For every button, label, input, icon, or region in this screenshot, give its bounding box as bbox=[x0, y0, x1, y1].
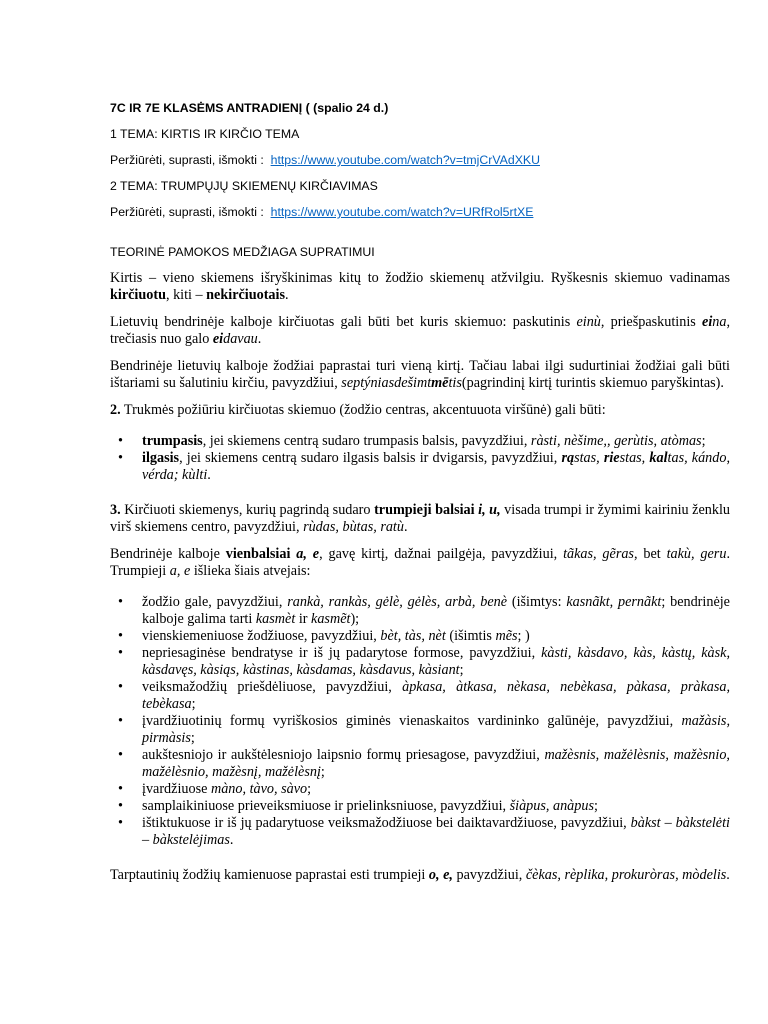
topic-1-watch-line bbox=[110, 152, 730, 168]
paragraph-single-vowels: Bendrinėje kalboje vienbalsiai a, e, gavę kirtį, dažnai pailgėja, pavyzdžiui, tãkas, gẽras, bet takù, geru. Trumpieji a, e išlieka šiais atvejais: bbox=[110, 546, 730, 579]
topic-2-watch-line bbox=[110, 204, 730, 220]
exceptions-list bbox=[110, 594, 730, 849]
list-item: • nepriesaginėse bendratyse ir iš jų padarytose formose, pavyzdžiui, kàsti, kàsdavo, kàs, kàstų, kàsk, kàsdavęs, kàsiąs, kàstinas, kàsdamas, kàsdavus, kàsiant; bbox=[118, 645, 730, 678]
topic-2-title: 2 TEMA: TRUMPŲJŲ SKIEMENŲ KIRČIAVIMAS bbox=[110, 179, 378, 193]
theory-title: TEORINĖ PAMOKOS MEDŽIAGA SUPRATIMUI bbox=[110, 245, 375, 259]
list-item: • veiksmažodžių priešdėliuose, pavyzdžiui, àpkasa, àtkasa, nèkasa, nebèkasa, pàkasa, pràkasa, tebèkasa; bbox=[118, 679, 731, 712]
list-item: • įvardžiuose màno, tàvo, sàvo; bbox=[118, 781, 312, 797]
paragraph-short-vowels: 3. Kirčiuoti skiemenys, kurių pagrindą sudaro trumpieji balsiai i, u, visada trumpi ir žymimi kairiniu ženklu virš skiemens centro, pavyzdžiui, rùdas, bùtas, ratù. bbox=[110, 502, 730, 535]
list-item: • įvardžiuotinių formų vyriškosios giminės vienaskaitos vardininko galūnėje, pavyzdžiui, mažàsis, pirmàsis; bbox=[118, 713, 730, 746]
list-item: • samplaikiniuose prieveiksmiuose ir prielinksniuose, pavyzdžiui, šiàpus, anàpus; bbox=[118, 798, 598, 814]
list-item: • vienskiemeniuose žodžiuose, pavyzdžiui, bèt, tàs, nèt (išimtis mẽs; ) bbox=[118, 628, 530, 644]
list-item: • ilgasis, jei skiemens centrą sudaro ilgasis balsis ir dvigarsis, pavyzdžiui, rąstas, riestas, kaltas, kándo, vérda; kùlti. bbox=[118, 450, 731, 483]
watch-label: Peržiūrėti, suprasti, išmokti : bbox=[110, 153, 264, 167]
duration-list bbox=[110, 433, 730, 484]
paragraph-definition: Kirtis – vieno skiemens išryškinimas kitų to žodžio skiemenų atžvilgiu. Ryškesnis skiemuo vadinamas kirčiuotu, kiti – nekirčiuotais. bbox=[110, 270, 730, 303]
list-item: • ištiktukuose ir iš jų padarytuose veiksmažodžiuose bei daiktavardžiuose, pavyzdžiui, bàkst – bàkstelėti – bàkstelėjimas. bbox=[118, 815, 730, 848]
youtube-link-1[interactable]: https://www.youtube.com/watch?v=tmjCrVAdXKU bbox=[270, 153, 540, 167]
topic-1-title: 1 TEMA: KIRTIS IR KIRČIO TEMA bbox=[110, 127, 300, 141]
paragraph-secondary-stress: Bendrinėje lietuvių kalboje žodžiai paprastai turi vieną kirtį. Tačiau labai ilgi sudurtiniai žodžiai gali būti ištariami su šalutiniu kirčiu, pavyzdžiui, septýniasdešimtmētis(pagrindinį kirtį turintis skiemuo paryškintas). bbox=[110, 358, 730, 391]
youtube-link-2[interactable]: https://www.youtube.com/watch?v=URfRol5rtXE bbox=[270, 205, 534, 219]
list-item: • aukštesniojo ir aukštėlesniojo laipsnio formų priesagose, pavyzdžiui, mažèsnis, mažėlèsnis, mažèsnio, mažėlèsnio, mažèsnį, mažėlèsnį; bbox=[118, 747, 730, 780]
watch-label: Peržiūrėti, suprasti, išmokti : bbox=[110, 205, 264, 219]
paragraph-international-words: Tarptautinių žodžių kamienuose paprastai esti trumpieji o, e, pavyzdžiui, čèkas, rèplika, prokuròras, mòdelis. bbox=[110, 867, 730, 883]
paragraph-duration: 2. Trukmės požiūriu kirčiuotas skiemuo (žodžio centras, akcentuuota viršūnė) gali būti: bbox=[110, 402, 606, 418]
list-item: • žodžio gale, pavyzdžiui, rankà, rankàs, gėlè, gėlès, arbà, benè (išimtys: kasnãkt, pernãkt; bendrinėje kalboje galima tarti kasmèt ir kasmẽt); bbox=[118, 594, 730, 627]
list-item: • trumpasis, jei skiemens centrą sudaro trumpasis balsis, pavyzdžiui, ràsti, nèšime,, gerùtis, atòmas; bbox=[118, 433, 706, 449]
paragraph-stress-position: Lietuvių bendrinėje kalboje kirčiuotas gali būti bet kuris skiemuo: paskutinis einù, priešpaskutinis eina, trečiasis nuo galo eidavau. bbox=[110, 314, 730, 347]
doc-heading: 7C IR 7E KLASĖMS ANTRADIENĮ ( (spalio 24 d.) bbox=[110, 101, 389, 115]
